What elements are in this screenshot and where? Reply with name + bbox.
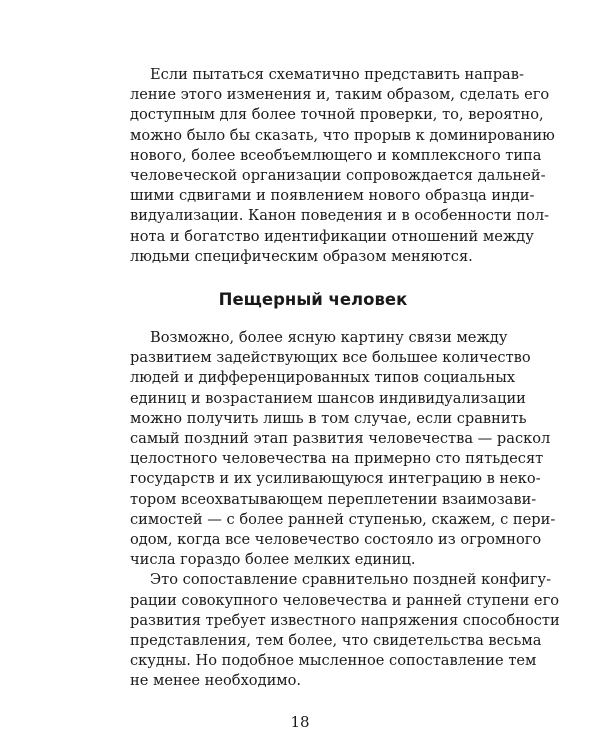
text-line: единиц и возрастанием шансов индивидуализации bbox=[130, 389, 526, 407]
text-line: рации совокупного человечества и ранней ступени его bbox=[130, 591, 560, 609]
text-line: скудны. Но подобное мысленное сопоставление тем bbox=[130, 652, 537, 670]
text-line: тором всеохватывающем переплетении взаимозави- bbox=[130, 490, 537, 508]
text-line: Возможно, более ясную картину связи между bbox=[150, 329, 508, 346]
text-line: Если пытаться схематично представить направ- bbox=[150, 66, 524, 83]
text-line: самый поздний этап развития человечества — раскол bbox=[130, 430, 551, 447]
text-line: одом, когда все человечество состояло из огромного bbox=[130, 531, 542, 548]
text-line: людьми специфическим образом меняются. bbox=[130, 247, 473, 265]
text-line: числа гораздо более мелких единиц. bbox=[130, 551, 416, 569]
text-line: доступным для более точной проверки, то, вероятно, bbox=[130, 106, 544, 124]
text-line: целостного человечества на примерно сто пятьдесят bbox=[130, 450, 544, 468]
text-line: людей и дифференцированных типов социальных bbox=[130, 369, 516, 387]
text-line: государств и их усиливающуюся интеграцию в неко- bbox=[130, 470, 541, 488]
text-line: нового, более всеобъемлющего и комплексного типа bbox=[130, 146, 542, 164]
text-line: развитием задействующих все большее количество bbox=[130, 349, 531, 367]
text-line: Это сопоставление сравнительно поздней конфигу- bbox=[150, 571, 552, 589]
page-number: 18 bbox=[290, 713, 310, 731]
text-line: нота и богатство идентификации отношений между bbox=[130, 227, 534, 245]
text-line: можно было бы сказать, что прорыв к доминированию bbox=[130, 126, 555, 144]
text-line: видуализации. Канон поведения и в особенности пол- bbox=[130, 207, 550, 225]
text-line: симостей — с более ранней ступенью, скажем, с пери- bbox=[130, 510, 556, 528]
text-line: развития требует известного напряжения способности bbox=[130, 611, 560, 629]
section-heading: Пещерный человек bbox=[218, 290, 408, 309]
text-line: человеческой организации сопровождается дальней- bbox=[130, 167, 546, 184]
text-line: ление этого изменения и, таким образом, сделать его bbox=[130, 86, 550, 104]
text-line: можно получить лишь в том случае, если сравнить bbox=[130, 409, 527, 427]
text-line: не менее необходимо. bbox=[130, 672, 302, 690]
text-line: представления, тем более, что свидетельства весьма bbox=[130, 632, 542, 649]
text-line: шими сдвигами и появлением нового образца инди- bbox=[130, 187, 535, 205]
